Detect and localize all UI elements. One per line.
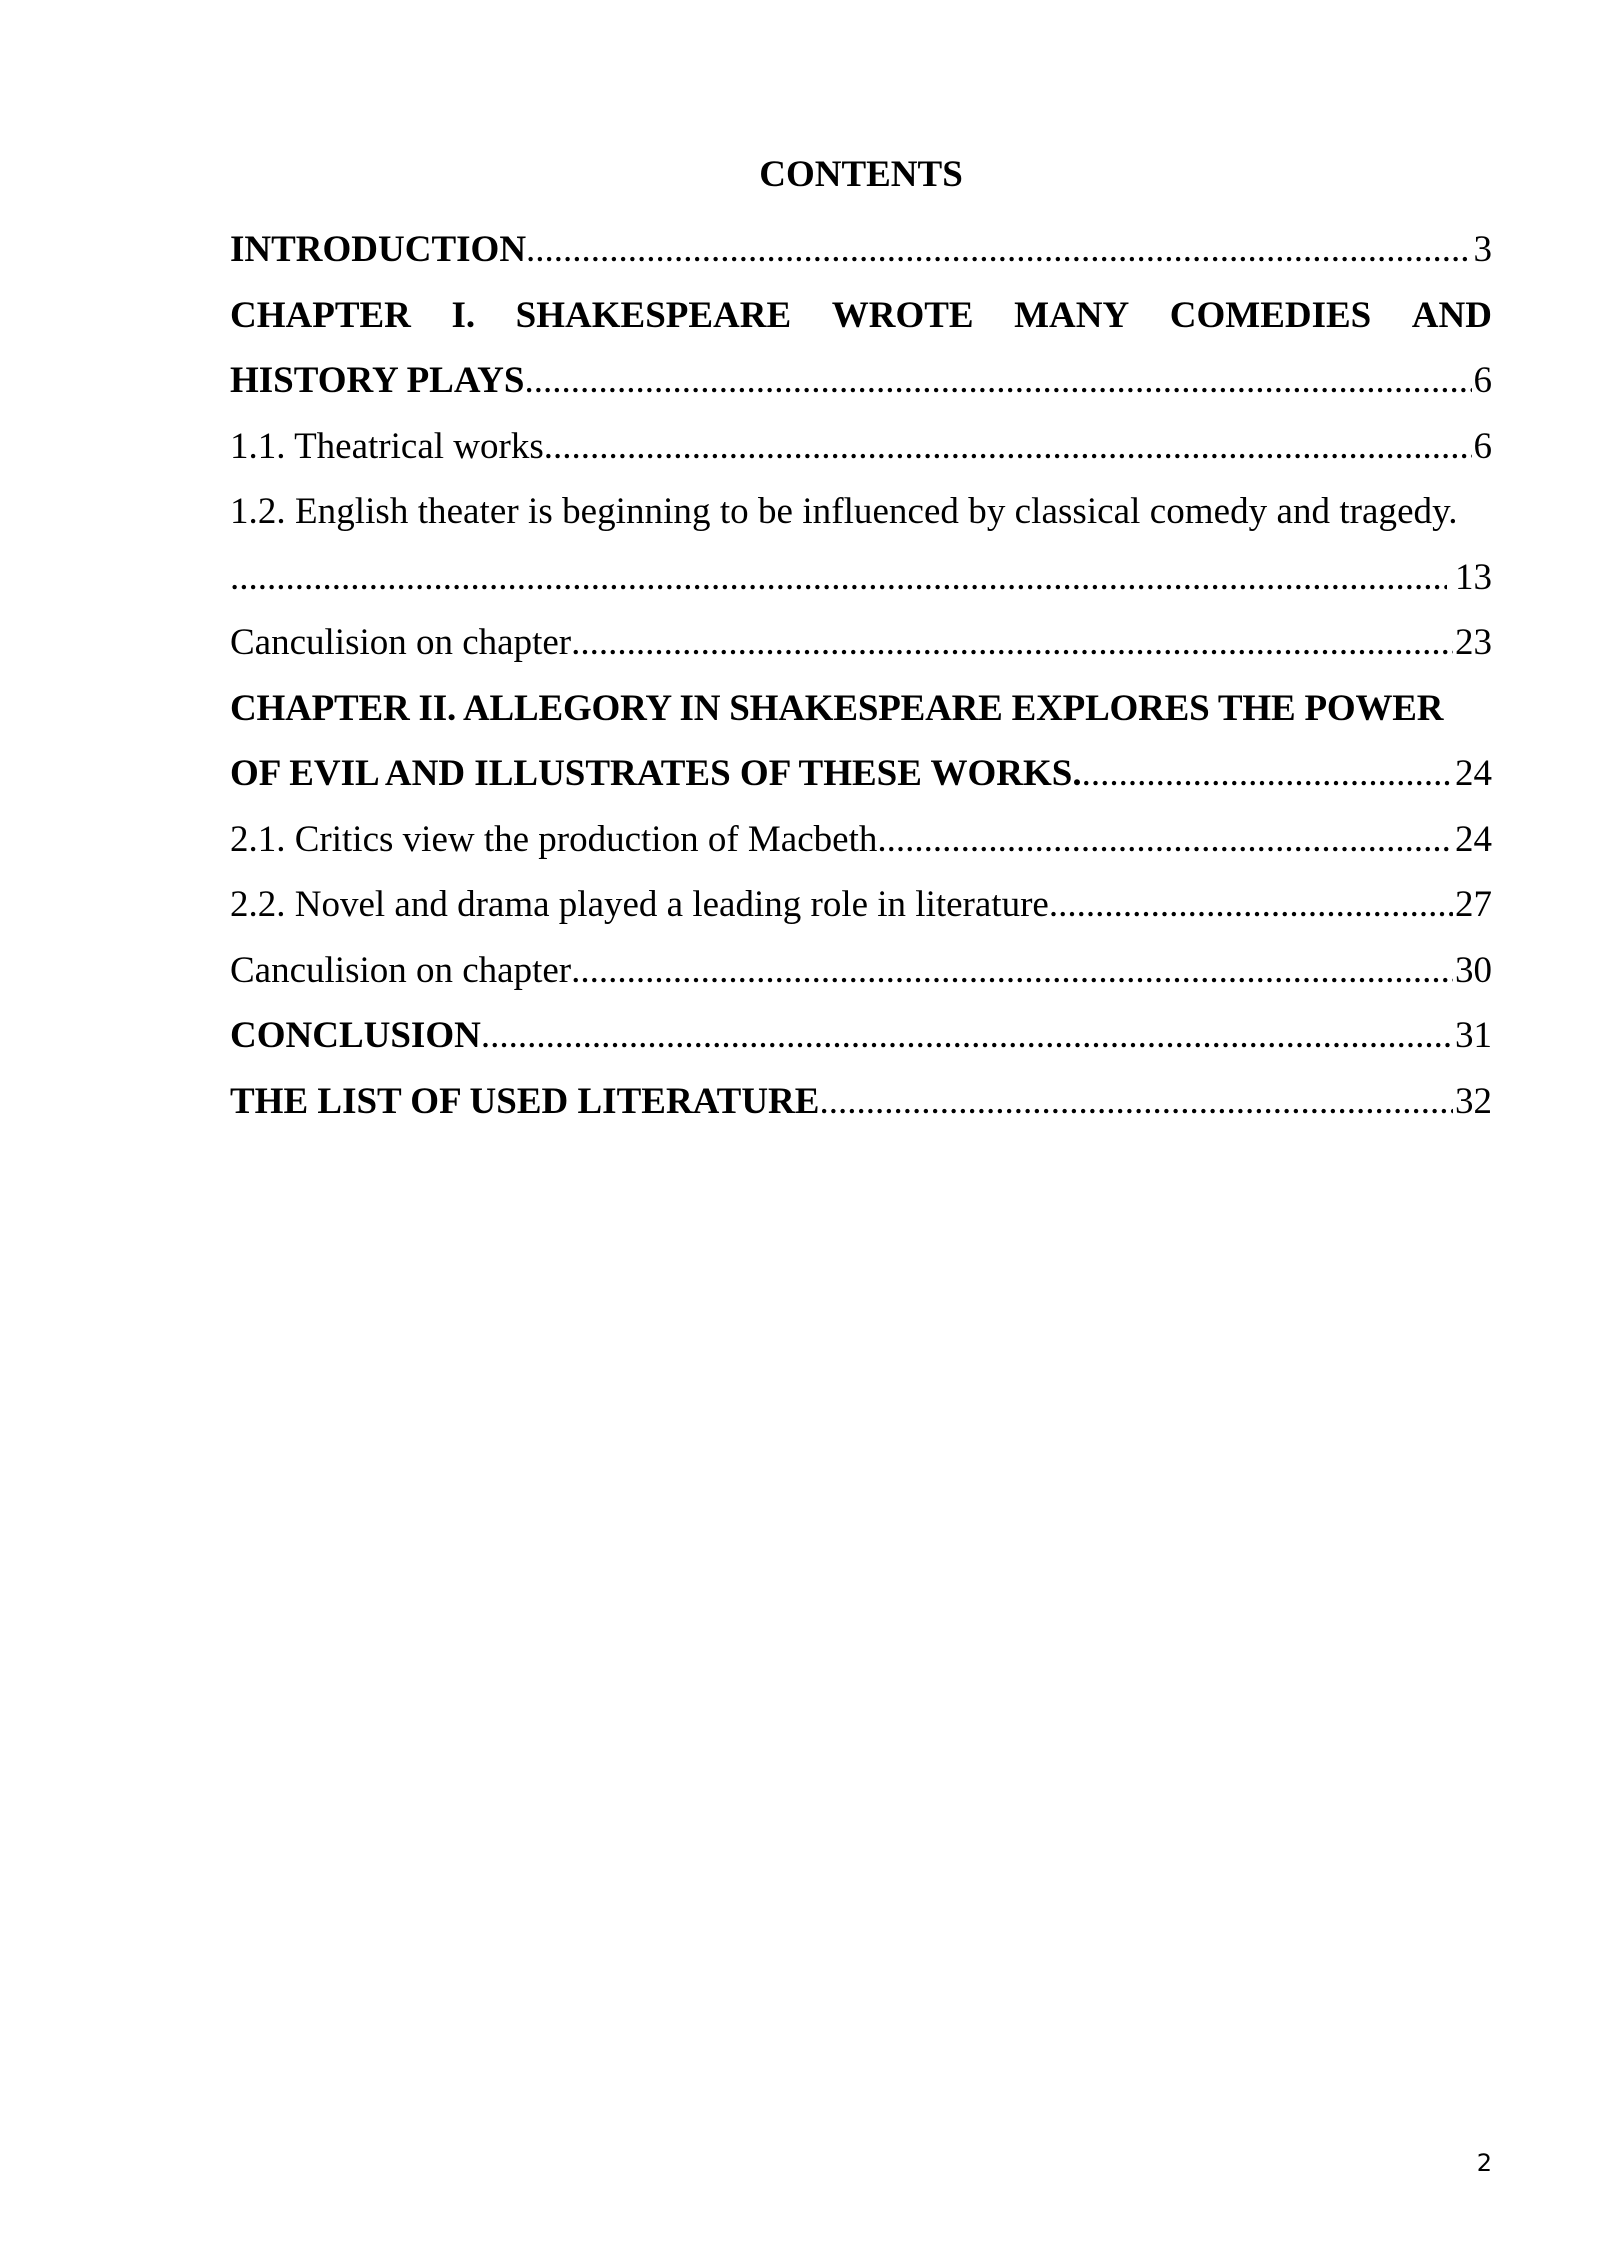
toc-page-number: 23 [1455,622,1492,663]
toc-page-number: 6 [1473,425,1492,467]
toc-entry-label: Canculision on chapter [230,622,572,663]
toc-entry-conclusion-chapter1[interactable] [230,610,1492,676]
dot-leader [877,807,1453,873]
dot-leader [544,414,1472,480]
toc-entry-label: 2.2. Novel and drama played a leading role in literature [230,884,1049,925]
toc-word: WROTE [831,294,974,336]
toc-entry-label: THE LIST OF USED LITERATURE [230,1080,820,1122]
toc-entry-label: 1.1. Theatrical works [230,425,544,467]
toc-page-number: 24 [1455,753,1492,794]
page-number: 2 [1476,2149,1492,2177]
toc-word: I. [451,294,476,336]
toc-entry-section-1-1[interactable] [230,414,1492,480]
toc-entry-label: OF EVIL AND ILLUSTRATES OF THESE WORKS. [230,753,1082,794]
dot-leader [524,348,1471,414]
toc-page-number: 24 [1455,818,1492,860]
toc-page-number: 27 [1455,884,1492,925]
toc-word: AND [1411,294,1492,336]
contents-title: CONTENTS [759,154,963,195]
toc-page-number: 13 [1455,556,1492,598]
toc-entry-chapter2-line2[interactable] [230,741,1492,807]
toc-entry-label: HISTORY PLAYS [230,360,525,401]
toc-entry-section-1-2-line2[interactable] [230,545,1492,611]
dot-leader [571,610,1453,676]
toc-entry-section-1-2-line1[interactable] [230,479,1492,545]
toc-entry-chapter1-line2[interactable] [230,348,1492,414]
toc-page-number: 30 [1455,949,1492,991]
table-of-contents [230,217,1492,1134]
dot-leader [819,1069,1453,1135]
dot-leader [481,1003,1453,1069]
toc-entry-label: CHAPTER II. ALLEGORY IN SHAKESPEARE EXPLORES THE POWER [230,687,1444,729]
toc-word: SHAKESPEARE [515,294,792,336]
toc-entry-label: 1.2. English theater is beginning to be influenced by classical comedy and tragedy. [230,491,1458,532]
toc-page-number: 3 [1473,229,1492,270]
toc-entry-literature[interactable] [230,1069,1492,1135]
toc-page-number: 32 [1455,1080,1492,1122]
toc-entry-section-2-1[interactable] [230,807,1492,873]
toc-entry-section-2-2[interactable] [230,872,1492,938]
toc-entry-label: Canculision on chapter [230,949,572,991]
toc-entry-chapter1-line1[interactable] [230,283,1492,349]
dot-leader [230,545,1447,611]
toc-entry-label: 2.1. Critics view the production of Macbeth [230,818,878,860]
toc-entry-label: INTRODUCTION [230,229,527,270]
toc-entry-conclusion-chapter2[interactable] [230,938,1492,1004]
toc-word: COMEDIES [1169,294,1372,336]
toc-entry-conclusion[interactable] [230,1003,1492,1069]
toc-entry-chapter2-line1[interactable] [230,676,1492,742]
toc-entry-label: CONCLUSION [230,1015,481,1056]
dot-leader [571,938,1453,1004]
dot-leader [1082,741,1453,807]
dot-leader [526,217,1471,283]
toc-page-number: 31 [1455,1015,1492,1056]
toc-entry-introduction[interactable] [230,217,1492,283]
toc-word: CHAPTER [230,294,411,336]
toc-page-number: 6 [1473,360,1492,401]
toc-word: MANY [1014,294,1130,336]
dot-leader [1049,872,1453,938]
